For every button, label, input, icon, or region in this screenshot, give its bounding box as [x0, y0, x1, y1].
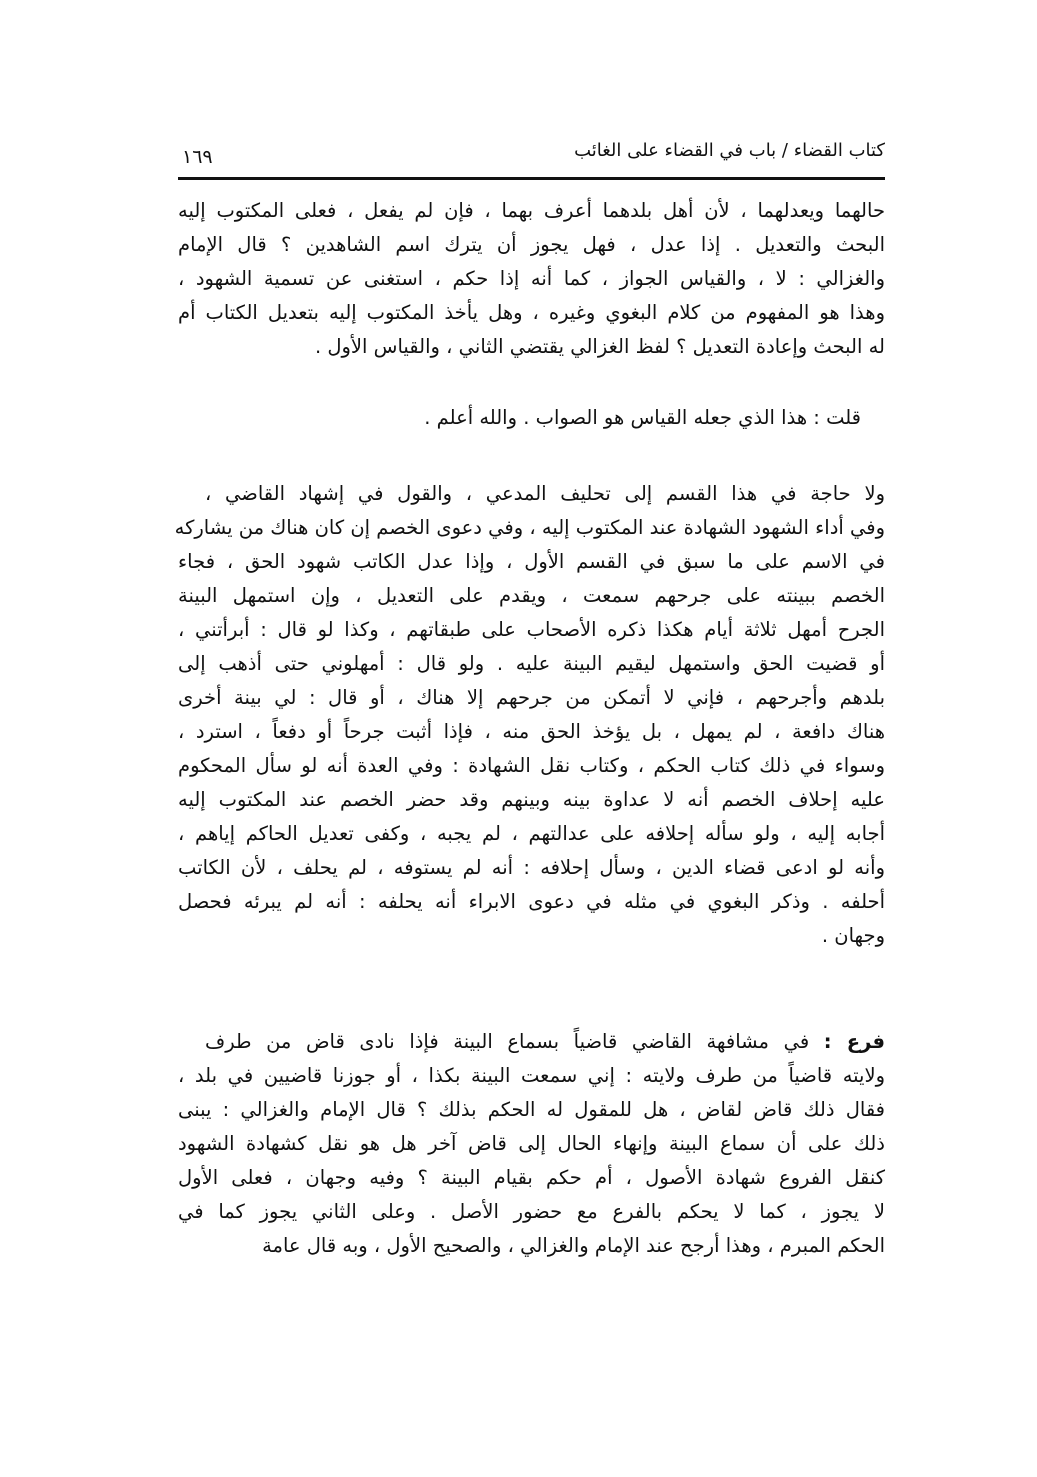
text-line: هناك دافعة ، لم يمهل ، بل يؤخذ الحق منه ، فإذا أثبت جرحاً أو دفعاً ، استرد ،: [178, 720, 885, 743]
text-line: حالهما ويعدلهما ، لأن أهل بلدهما أعرف بهما ، فإن لم يفعل ، فعلى المكتوب إليه: [178, 199, 885, 222]
running-header-title: كتاب القضاء / باب في القضاء على الغائب: [574, 140, 885, 161]
header-rule: [178, 177, 885, 180]
text-line: قلت : هذا الذي جعله القياس هو الصواب . والله أعلم .: [424, 406, 861, 429]
text-line: كنقل الفروع شهادة الأصول ، أم حكم بقيام البينة ؟ وفيه وجهان ، فعلى الأول: [178, 1166, 885, 1189]
text-line: أجابه إليه ، ولو سأله إحلافه على عدالتهم ، لم يجبه ، وكفى تعديل الحاكم إياهم ،: [178, 822, 885, 845]
text-line: ولا حاجة في هذا القسم إلى تحليف المدعي ، والقول في إشهاد القاضي ،: [205, 482, 885, 505]
text-line: البحث والتعديل . إذا عدل ، فهل يجوز أن يترك اسم الشاهدين ؟ قال الإمام: [178, 233, 885, 256]
text-line: ولايته قاضياً من طرف ولايته : إني سمعت البينة بكذا ، أو جوزنا قاضيين في بلد ،: [178, 1064, 885, 1087]
text-line: وجهان .: [821, 924, 885, 947]
text-line: فقال ذلك قاض لقاض ، هل للمقول له الحكم بذلك ؟ قال الإمام والغزالي : يبنى: [178, 1098, 885, 1121]
text-line: له البحث وإعادة التعديل ؟ لفظ الغزالي يقتضي الثاني ، والقياس الأول .: [314, 335, 885, 358]
page-number: ١٦٩: [182, 146, 213, 168]
text-line: ذلك على أن سماع البينة وإنهاء الحال إلى قاض آخر هل هو نقل كشهادة الشهود: [178, 1132, 885, 1155]
text-line: وهذا هو المفهوم من كلام البغوي وغيره ، وهل يأخذ المكتوب إليه بتعديل الكتاب أم: [178, 301, 885, 324]
section-lead-label: فرع :: [823, 1030, 886, 1053]
text-line: وأنه لو ادعى قضاء الدين ، وسأل إحلافه : أنه لم يستوفه ، لم يحلف ، لأن الكاتب: [178, 856, 885, 879]
text-line: الحكم المبرم ، وهذا أرجح عند الإمام والغزالي ، والصحيح الأول ، وبه قال عامة: [262, 1234, 885, 1257]
text-line: أو قضيت الحق واستمهل ليقيم البينة عليه . ولو قال : أمهلوني حتى أذهب إلى: [178, 652, 885, 675]
text-line: [205, 1027, 885, 1057]
text-line: وسواء في ذلك كتاب الحكم ، وكتاب نقل الشهادة : وفي العدة أنه لو سأل المحكوم: [178, 754, 885, 777]
text-line-content: في مشافهة القاضي قاضياً بسماع البينة فإذا نادى قاض من طرف: [205, 1030, 810, 1053]
text-line: الجرح أمهل ثلاثة أيام هكذا ذكره الأصحاب على طبقاتهم ، وكذا لو قال : أبرأتني ،: [178, 618, 885, 641]
text-line: في الاسم على ما سبق في القسم الأول ، وإذا عدل الكاتب شهود الحق ، فجاء: [178, 550, 885, 573]
text-line: أحلفه . وذكر البغوي في مثله في دعوى الابراء أنه يحلفه : أنه لم يبرئه فحصل: [178, 890, 885, 913]
text-line: والغزالي : لا ، والقياس الجواز ، كما أنه إذا حكم ، استغنى عن تسمية الشهود ،: [178, 267, 885, 290]
text-line: بلدهم وأجرحهم ، فإني لا أتمكن من جرحهم إلا هناك ، أو قال : لي بينة أخرى: [178, 686, 885, 709]
text-line: وفي أداء الشهود الشهادة عند المكتوب إليه ، وفي دعوى الخصم إن كان هناك من يشاركه: [174, 516, 885, 539]
text-line: عليه إحلاف الخصم أنه لا عداوة بينه وبينهم وقد حضر الخصم عند المكتوب إليه: [178, 788, 885, 811]
text-line: الخصم ببينته على جرحهم سمعت ، ويقدم على التعديل ، وإن استمهل البينة: [178, 584, 885, 607]
text-line: لا يجوز ، كما لا يحكم بالفرع مع حضور الأصل . وعلى الثاني يجوز كما في: [178, 1200, 885, 1223]
